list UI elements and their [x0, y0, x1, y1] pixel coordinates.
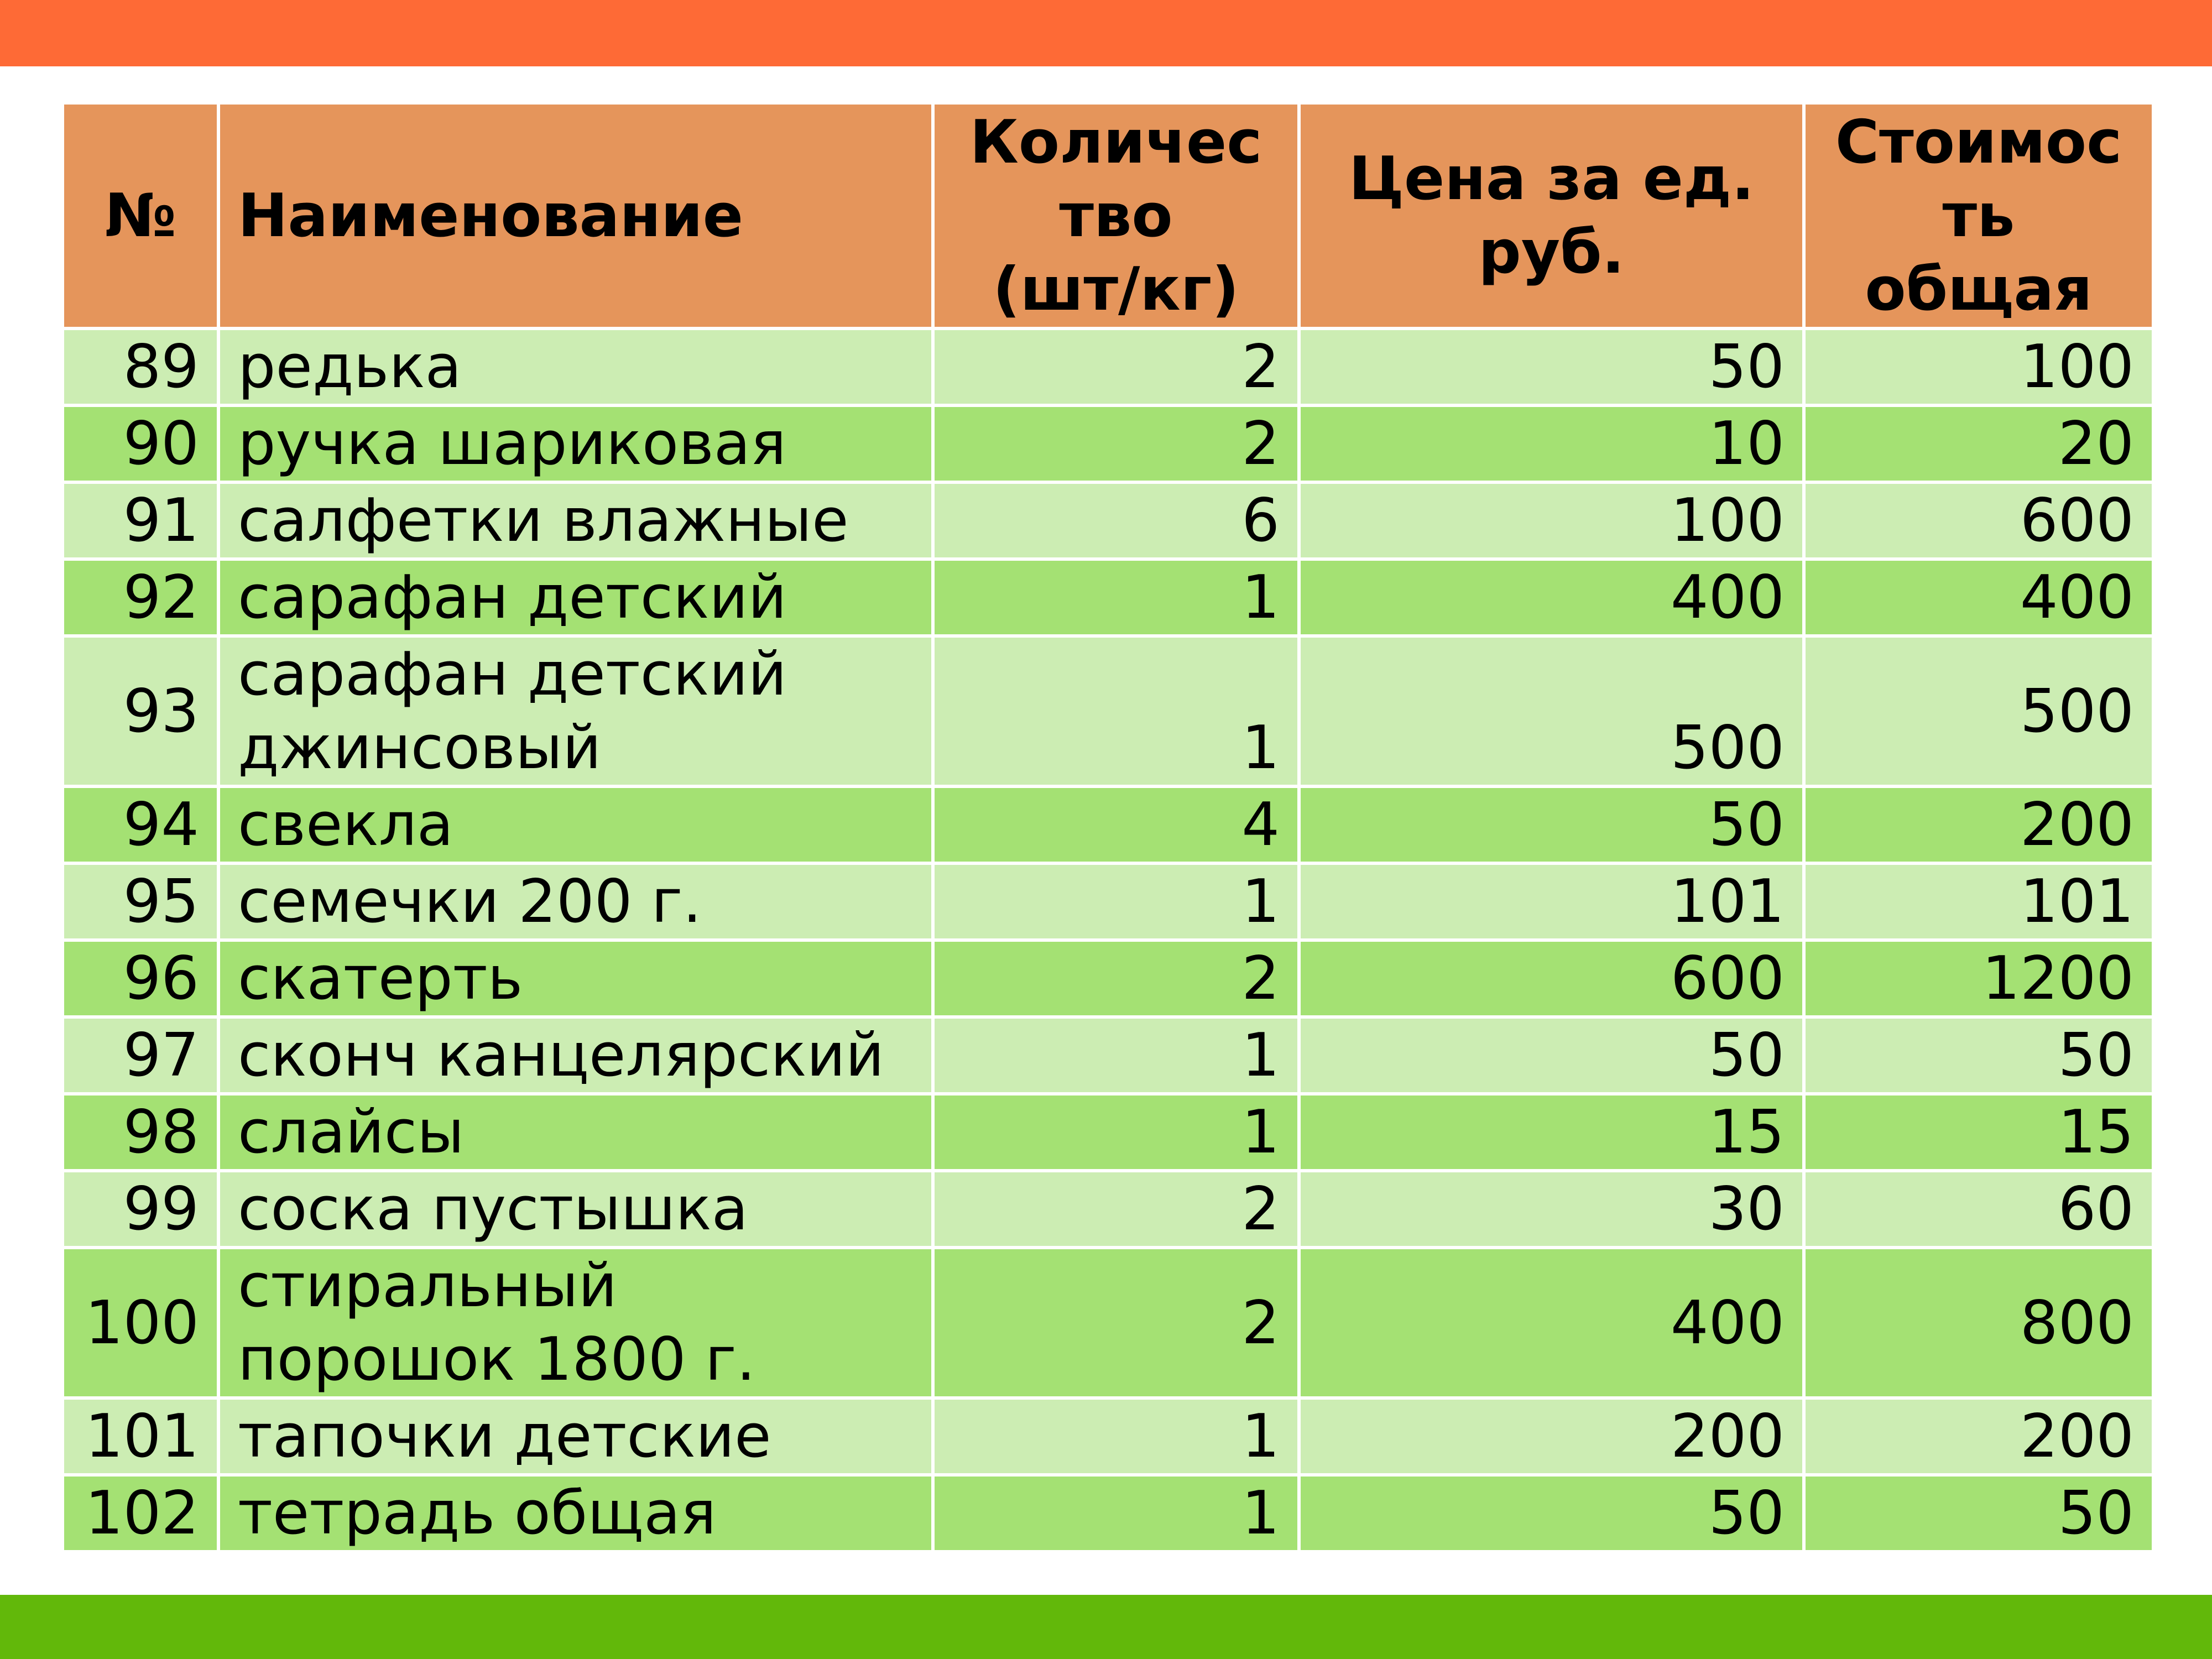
cell-name — [218, 863, 933, 940]
cell-total-cost: 60 — [1804, 1171, 2153, 1248]
header-unit-price — [1299, 103, 1804, 328]
cell-name-line: сконч канцелярский — [238, 1021, 884, 1090]
cell-total-cost: 101 — [1804, 863, 2153, 940]
cell-name — [218, 1475, 933, 1552]
cell-number: 101 — [62, 1398, 218, 1475]
table-header-row — [62, 103, 2153, 328]
header-total-cost-line: ть — [1942, 181, 2015, 251]
cell-total-cost: 50 — [1804, 1017, 2153, 1094]
cell-name-line: сарафан детский — [238, 640, 787, 709]
cell-unit-price: 10 — [1299, 405, 1804, 482]
cell-total-cost: 50 — [1804, 1475, 2153, 1552]
cell-name-line: редька — [238, 332, 462, 401]
cell-total-cost: 15 — [1804, 1094, 2153, 1171]
cell-unit-price: 50 — [1299, 1017, 1804, 1094]
cell-name — [218, 328, 933, 405]
cell-number: 92 — [62, 559, 218, 636]
cell-total-cost: 600 — [1804, 482, 2153, 559]
cell-name — [218, 482, 933, 559]
cell-quantity: 1 — [933, 636, 1299, 786]
cell-name-line: свекла — [238, 790, 453, 859]
cell-name-line: стиральный — [238, 1251, 617, 1321]
cell-total-cost: 100 — [1804, 328, 2153, 405]
cell-name — [218, 786, 933, 863]
cell-name-line: джинсовый — [238, 713, 602, 782]
cell-total-cost: 400 — [1804, 559, 2153, 636]
cell-name — [218, 559, 933, 636]
cell-total-cost: 800 — [1804, 1248, 2153, 1398]
cell-number: 90 — [62, 405, 218, 482]
cell-quantity: 1 — [933, 1475, 1299, 1552]
cell-name-line: тетрадь общая — [238, 1479, 717, 1548]
bottom-accent-bar — [0, 1595, 2212, 1659]
cell-unit-price: 400 — [1299, 1248, 1804, 1398]
table-row — [62, 863, 2153, 940]
cell-name-line: скатерть — [238, 944, 523, 1013]
table-row — [62, 940, 2153, 1017]
cell-name-line: семечки 200 г. — [238, 867, 702, 936]
cell-name-line: соска пустышка — [238, 1175, 748, 1244]
table-body — [62, 328, 2153, 1552]
cell-number: 91 — [62, 482, 218, 559]
header-quantity-line: (шт/кг) — [993, 254, 1239, 324]
cell-quantity: 1 — [933, 1398, 1299, 1475]
cell-number: 98 — [62, 1094, 218, 1171]
table-row — [62, 328, 2153, 405]
cell-quantity: 2 — [933, 940, 1299, 1017]
cell-total-cost: 500 — [1804, 636, 2153, 786]
cell-quantity: 6 — [933, 482, 1299, 559]
header-quantity — [933, 103, 1299, 328]
cell-total-cost: 1200 — [1804, 940, 2153, 1017]
cell-name-line: сарафан детский — [238, 563, 787, 632]
header-name-label: Наименование — [238, 181, 744, 251]
header-quantity-line: тво — [1059, 181, 1173, 251]
table-row — [62, 1017, 2153, 1094]
cell-name — [218, 636, 933, 786]
header-total-cost-line: Стоимос — [1835, 107, 2122, 177]
cell-unit-price: 50 — [1299, 1475, 1804, 1552]
cell-name-line: ручка шариковая — [238, 409, 786, 478]
cell-total-cost: 200 — [1804, 1398, 2153, 1475]
top-accent-bar — [0, 0, 2212, 66]
cell-unit-price: 200 — [1299, 1398, 1804, 1475]
header-total-cost — [1804, 103, 2153, 328]
header-quantity-line: Количес — [969, 107, 1262, 177]
cell-name-line: салфетки влажные — [238, 486, 849, 555]
cell-name — [218, 1248, 933, 1398]
cell-quantity: 1 — [933, 1094, 1299, 1171]
cell-quantity: 2 — [933, 328, 1299, 405]
table-row — [62, 1248, 2153, 1398]
table-row — [62, 1398, 2153, 1475]
cell-quantity: 2 — [933, 1248, 1299, 1398]
header-unit-price-line: руб. — [1478, 218, 1625, 287]
cell-number: 96 — [62, 940, 218, 1017]
cell-quantity: 1 — [933, 559, 1299, 636]
table-row — [62, 786, 2153, 863]
table-row — [62, 636, 2153, 786]
table-row — [62, 1475, 2153, 1552]
cell-number: 100 — [62, 1248, 218, 1398]
table-row — [62, 405, 2153, 482]
cell-unit-price: 500 — [1299, 636, 1804, 786]
cell-unit-price: 100 — [1299, 482, 1804, 559]
header-unit-price-line: Цена за ед. — [1348, 144, 1755, 213]
cell-name-line: тапочки детские — [238, 1402, 771, 1471]
items-table — [61, 101, 2155, 1553]
cell-unit-price: 50 — [1299, 328, 1804, 405]
cell-name-line: порошок 1800 г. — [238, 1325, 756, 1394]
cell-name-line: слайсы — [238, 1098, 465, 1167]
cell-unit-price: 15 — [1299, 1094, 1804, 1171]
table-row — [62, 1094, 2153, 1171]
cell-name — [218, 1171, 933, 1248]
header-total-cost-line: общая — [1865, 254, 2093, 324]
cell-name — [218, 1017, 933, 1094]
header-number — [62, 103, 218, 328]
header-number-label: № — [105, 181, 176, 251]
cell-quantity: 2 — [933, 1171, 1299, 1248]
cell-number: 97 — [62, 1017, 218, 1094]
cell-total-cost: 20 — [1804, 405, 2153, 482]
cell-quantity: 1 — [933, 1017, 1299, 1094]
cell-name — [218, 940, 933, 1017]
cell-number: 102 — [62, 1475, 218, 1552]
header-name — [218, 103, 933, 328]
cell-quantity: 4 — [933, 786, 1299, 863]
cell-number: 89 — [62, 328, 218, 405]
cell-unit-price: 30 — [1299, 1171, 1804, 1248]
table-row — [62, 559, 2153, 636]
cell-name — [218, 1094, 933, 1171]
cell-unit-price: 600 — [1299, 940, 1804, 1017]
cell-number: 99 — [62, 1171, 218, 1248]
table-row — [62, 1171, 2153, 1248]
cell-quantity: 2 — [933, 405, 1299, 482]
cell-unit-price: 400 — [1299, 559, 1804, 636]
cell-total-cost: 200 — [1804, 786, 2153, 863]
table-row — [62, 482, 2153, 559]
cell-name — [218, 405, 933, 482]
cell-number: 95 — [62, 863, 218, 940]
cell-name — [218, 1398, 933, 1475]
cell-number: 94 — [62, 786, 218, 863]
cell-number: 93 — [62, 636, 218, 786]
cell-unit-price: 101 — [1299, 863, 1804, 940]
cell-unit-price: 50 — [1299, 786, 1804, 863]
cell-quantity: 1 — [933, 863, 1299, 940]
